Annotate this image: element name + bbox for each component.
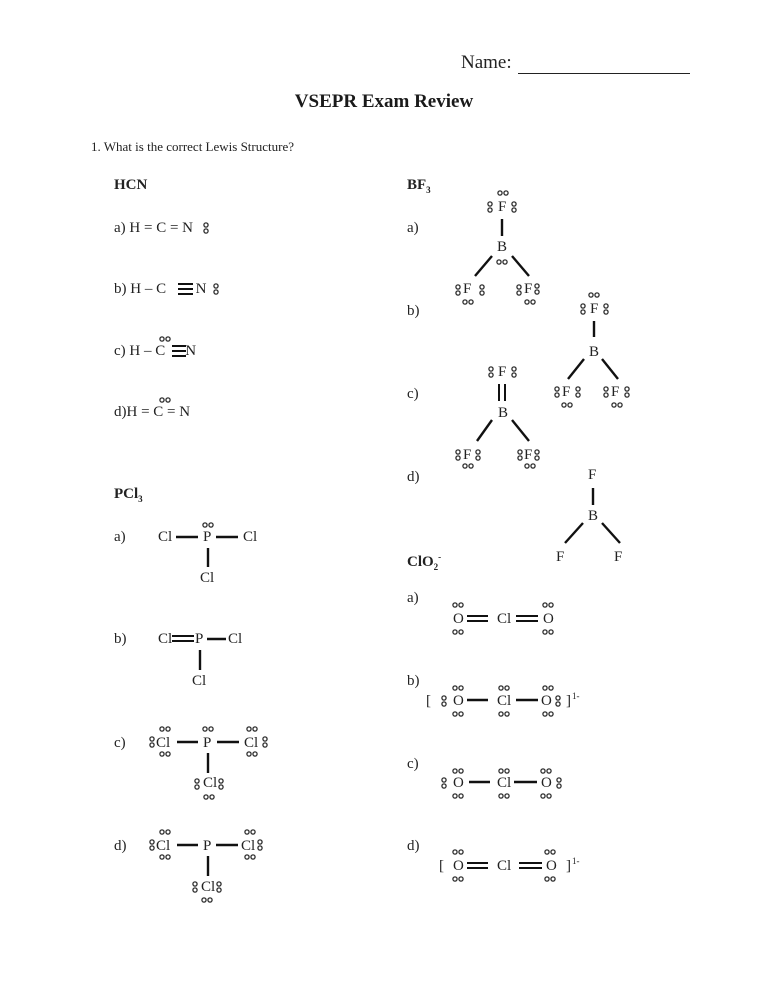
pcl3-heading: PCl$_3$ [114, 486, 143, 504]
hcn-option-c[interactable]: c) H – C N [114, 343, 197, 359]
question-1: 1. What is the correct Lewis Structure? [91, 139, 294, 154]
hcn-option-b[interactable]: b) H – C N [114, 281, 207, 297]
clo2-option-b-label[interactable]: b) [407, 673, 420, 689]
hcn-a-formula: H = C = N [129, 220, 193, 236]
hcn-d-formula: H = C = N [126, 404, 191, 420]
hcn-a-dots [204, 223, 208, 233]
clo2-option-d-label[interactable]: d) [407, 838, 420, 854]
hcn-d-dots [160, 398, 170, 402]
name-blank-line[interactable] [518, 55, 690, 74]
pcl3-option-a-label[interactable]: a) [114, 529, 126, 545]
bf3-heading: $BF_3$ [407, 177, 431, 195]
hcn-b-dots [214, 284, 218, 294]
clo2-option-c-label[interactable]: c) [407, 756, 419, 772]
bf3-option-d-label[interactable]: d) [407, 469, 420, 485]
pcl3-option-b-label[interactable]: b) [114, 631, 127, 647]
clo2-heading: ClO$_2$- [407, 552, 442, 572]
bf3-option-a-label[interactable]: a) [407, 220, 419, 236]
hcn-heading: HCN [114, 177, 148, 193]
bf3-option-b-label[interactable]: b) [407, 303, 420, 319]
page-title: VSEPR Exam Review [294, 91, 474, 112]
hcn-c-dots [160, 337, 170, 341]
hcn-option-d[interactable]: d)H = C = N [114, 404, 191, 420]
clo2-option-a-label[interactable]: a) [407, 590, 419, 606]
pcl3-option-d-label[interactable]: d) [114, 838, 127, 854]
bf3-option-c-label[interactable]: c) [407, 386, 419, 402]
hcn-option-a[interactable]: a) H = C = N [114, 220, 193, 236]
pcl3-option-c-label[interactable]: c) [114, 735, 126, 751]
name-field[interactable] [461, 52, 690, 74]
name-label: Name: [461, 52, 512, 73]
